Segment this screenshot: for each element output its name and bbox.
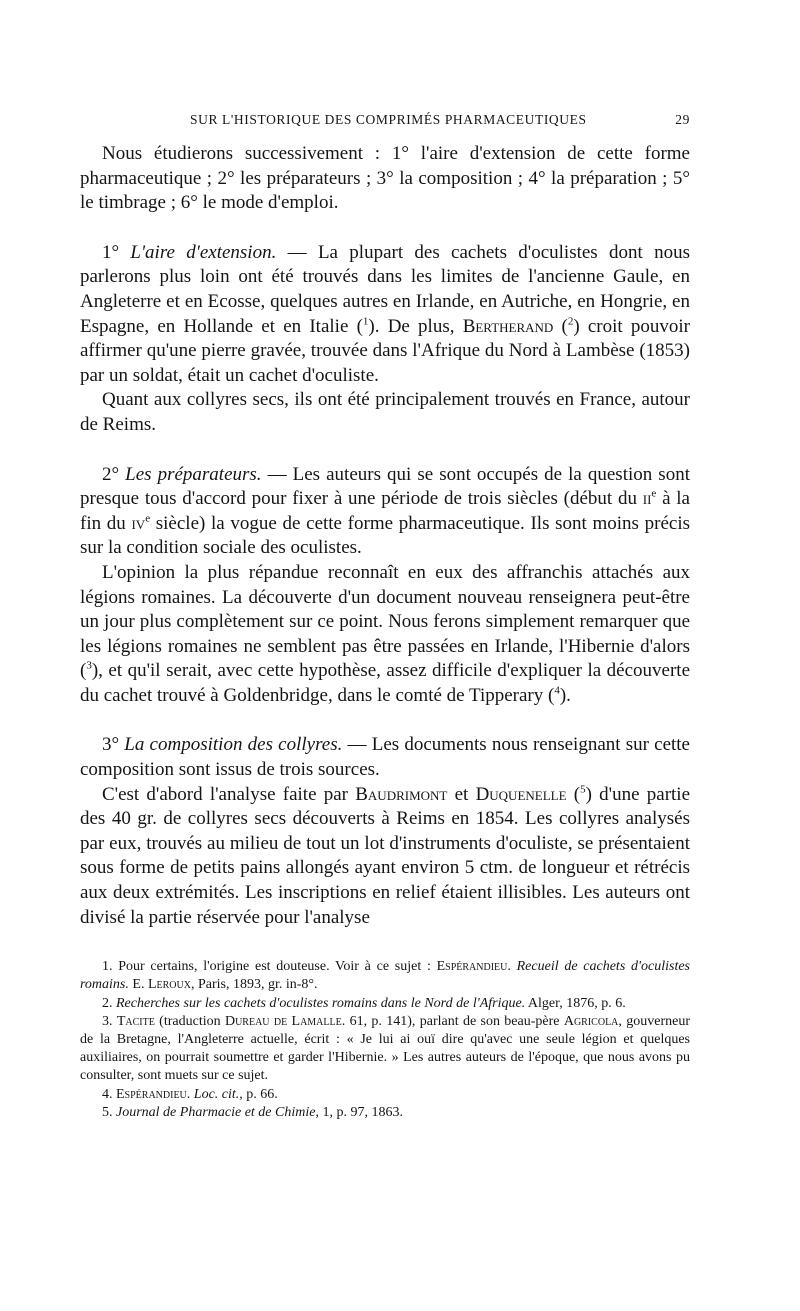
footnote-2 (80, 995, 690, 1013)
section-3-text: ( (566, 783, 581, 805)
section-2-text: ), et qu'il serait, avec cette hypothèse, assez difficile d'expliquer la découverte du cachet trouvé à Goldenbridge, dans le comté de Tipperary ( (80, 660, 690, 706)
section-1-paragraph-2: Quant aux collyres secs, ils ont été principalement trouvés en France, autour de Reims. (80, 389, 690, 435)
work-title: Recherches sur les cachets d'oculistes romains dans le Nord de l'Afrique. (116, 995, 526, 1011)
author-name: Bertherand (462, 315, 554, 337)
author-name: Leroux (147, 977, 191, 993)
footnote-text: . 61, p. 141), parlant de son beau-père (341, 1013, 564, 1029)
section-2-number: 2° (102, 463, 126, 485)
footnote-text: , Paris, 1893, gr. in-8°. (190, 977, 318, 993)
author-name: Espérandieu. (436, 959, 511, 975)
footnote-text: 1. Pour certains, l'origine est douteuse. Voir à ce sujet : (102, 959, 437, 975)
footnote-number: 5. (102, 1104, 116, 1120)
footnote-ref-4[interactable]: 4 (554, 684, 560, 697)
section-2-paragraph (80, 463, 690, 561)
work-title: Journal de Pharmacie et de Chimie (116, 1104, 316, 1120)
section-3-paragraph (80, 733, 690, 782)
footnote-1 (80, 958, 690, 994)
footnotes (80, 958, 690, 1122)
section-3-paragraph-2 (80, 783, 690, 931)
footnote-text: E. (128, 977, 148, 993)
section-2-text: à la fin du (80, 488, 690, 534)
section-1-text: ). De plus, (368, 315, 463, 337)
footnote-text: , gouverneur de la Bretagne, l'Angleterre actuelle, écrit : « Je lui ai ouï dire qu'avec une seule légion et quelques auxiliaires, on pourrait soumettre et garder l'Hibernie. » Les autres auteurs de l'époque, que nous avons pu consulter, sont muets sur ce sujet. (80, 1013, 690, 1084)
running-header (80, 112, 690, 128)
section-1-paragraph (80, 241, 690, 389)
section-2-heading: Les préparateurs. (125, 463, 262, 485)
section-2-text: siècle) la vogue de cette forme pharmaceutique. Ils sont moins précis sur la condition sociale des oculistes. (80, 512, 690, 559)
ordinal-suffix: e (145, 512, 151, 525)
section-2-text: ). (559, 684, 571, 706)
section-2-text: L'opinion la plus répandue reconnaît en eux des affranchis attachés aux légions romaines. La découverte d'un document nouveau renseignera peut-être un jour plus complètement sur ce point. Nous ferons simplement remarquer que les légions romaines ne semblent pas être passées en Irlande, l'Hibernie d'alors ( (80, 561, 690, 682)
work-title: Recueil de cachets d'oculistes romains. (80, 959, 691, 993)
section-1-heading: L'aire d'extension. (130, 241, 277, 263)
section-2-text: — Les auteurs qui se sont occupés de la question sont presque tous d'accord pour fixer à une période de trois siècles (début du (80, 463, 690, 510)
roman-numeral: ii (642, 488, 652, 510)
section-1-text: — La plupart des cachets d'oculistes dont nous parlerons plus loin ont été trouvés dans les limites de l'ancienne Gaule, en Angleterre et en Ecosse, quelques autres en Irlande, en Autriche, en Hongrie, en Espagne, en Hollande et en Italie ( (80, 241, 690, 337)
footnote-number: 3. (102, 1013, 117, 1029)
footnote-text: , p. 66. (239, 1086, 278, 1102)
footnote-5 (80, 1104, 690, 1122)
author-name: Espérandieu. (116, 1086, 191, 1102)
section-3-text: — Les documents nous renseignant sur cette composition sont issus de trois sources. (80, 734, 690, 781)
ordinal-suffix: e (651, 487, 657, 500)
footnote-3 (80, 1013, 690, 1086)
author-name: Baudrimont (355, 783, 448, 805)
footnote-text: (traduction (154, 1013, 225, 1029)
section-3-text: C'est d'abord l'analyse faite par (102, 783, 356, 805)
work-title: Loc. cit. (193, 1086, 240, 1102)
section-2-paragraph-2 (80, 561, 690, 709)
footnote-4 (80, 1086, 690, 1104)
section-3-heading: La composition des collyres. (124, 734, 343, 756)
footnote-ref-3[interactable]: 3 (86, 659, 92, 672)
section-1-number: 1° (102, 241, 131, 263)
footnote-ref-1[interactable]: 1 (362, 315, 369, 328)
author-name: Duquenelle (475, 783, 567, 805)
author-name: Agricola (563, 1013, 619, 1029)
section-1-text: ) croit pouvoir affirmer qu'une pierre gravée, trouvée dans l'Afrique du Nord à Lambèse (1853) par un soldat, était un cachet d'oculiste. (80, 315, 690, 386)
running-title: SUR L'HISTORIQUE DES COMPRIMÉS PHARMACEUTIQUES (190, 112, 587, 127)
footnote-text: , 1, p. 97, 1863. (315, 1104, 403, 1120)
page-number: 29 (675, 112, 690, 127)
footnote-ref-2[interactable]: 2 (567, 315, 574, 328)
intro-paragraph: Nous étudierons successivement : 1° l'aire d'extension de cette forme pharmaceutique ; 2° les préparateurs ; 3° la composition ; 4° la préparation ; 5° le timbrage ; 6° le mode d'emploi. (80, 143, 690, 214)
section-3-text: ) d'une partie des 40 gr. de collyres secs découverts à Reims en 1854. Les collyres analysés par eux, trouvés au milieu de tout un lot d'instruments d'oculiste, se présentaient sous forme de petits pains allongés ayant environ 5 ctm. de longueur et rétrécis aux deux extrémités. Les inscriptions en relief étaient illisibles. Les auteurs ont divisé la partie réservée pour l'analyse (80, 783, 691, 928)
footnote-number: 4. (102, 1086, 116, 1102)
section-3-number: 3° (102, 734, 125, 756)
footnote-text: Alger, 1876, p. 6. (525, 995, 626, 1011)
footnote-number: 2. (102, 995, 116, 1011)
author-name: Tacite (116, 1013, 155, 1029)
footnote-ref-5[interactable]: 5 (580, 783, 586, 796)
section-3-text: et (447, 783, 476, 805)
section-1-text: ( (553, 315, 568, 337)
roman-numeral: iv (131, 512, 146, 534)
author-name: Dureau de Lamalle (224, 1013, 342, 1029)
body-text (80, 142, 690, 930)
